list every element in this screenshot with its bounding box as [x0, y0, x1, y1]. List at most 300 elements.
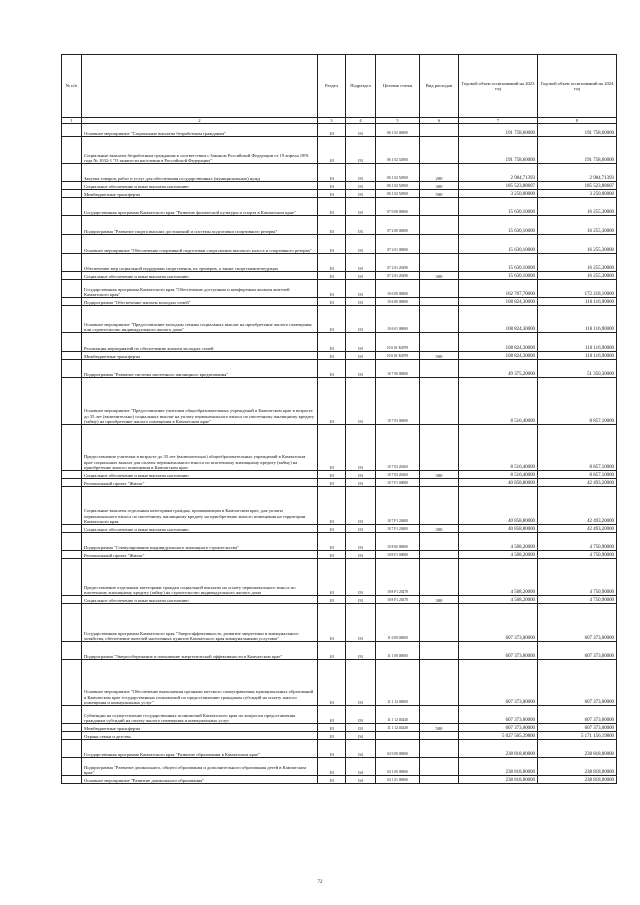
row-expense-type — [420, 533, 459, 551]
row-allocation-2024: 8 857,10000 — [538, 471, 617, 479]
row-allocation-2023: 3 250,00000 — [459, 190, 538, 198]
row-subsection: 03 — [346, 642, 376, 660]
row-number — [62, 254, 82, 272]
row-number — [62, 235, 82, 254]
row-allocation-2024: 16 255,30000 — [538, 235, 617, 254]
row-section: 10 — [318, 306, 346, 333]
table-row — [62, 525, 617, 533]
row-target-article: 11 1 12 40240 — [376, 724, 420, 732]
table-row — [62, 740, 617, 758]
row-name: Подпрограмма "Развитие системы ипотечного жилищного кредитования" — [82, 360, 318, 378]
row-number — [62, 642, 82, 660]
row-expense-type — [420, 732, 459, 740]
row-target-article: 10 7 03 20260 — [376, 471, 420, 479]
row-subsection: 03 — [346, 724, 376, 732]
row-allocation-2023: 4 568,20000 — [459, 559, 538, 596]
row-section: 10 — [318, 706, 346, 724]
row-name: Межбюджетные трансферты — [82, 352, 318, 360]
row-target-article: 02 0 00 00000 — [376, 740, 420, 758]
row-number — [62, 425, 82, 471]
row-section: 10 — [318, 190, 346, 198]
row-allocation-2024: 607 373,00000 — [538, 604, 617, 642]
table-row — [62, 425, 617, 471]
table-row — [62, 137, 617, 164]
row-name: Основное мероприятие "Предоставление молодым семьям социальных выплат на приобретение жилого помещения или строительство индивидуального жилого дома" — [82, 306, 318, 333]
row-number — [62, 551, 82, 559]
row-name: Социальное обеспечение и иные выплаты населению — [82, 272, 318, 280]
row-expense-type — [420, 333, 459, 352]
row-expense-type: 300 — [420, 471, 459, 479]
row-section: 10 — [318, 471, 346, 479]
table-row — [62, 533, 617, 551]
row-expense-type: 500 — [420, 724, 459, 732]
row-expense-type — [420, 660, 459, 706]
row-section: 10 — [318, 216, 346, 235]
row-target-article: 07 2 00 00000 — [376, 216, 420, 235]
row-subsection: 03 — [346, 360, 376, 378]
row-allocation-2023: 49 375,20000 — [459, 360, 538, 378]
row-subsection: 03 — [346, 706, 376, 724]
row-name: Региональный проект "Жилье" — [82, 551, 318, 559]
row-expense-type — [420, 604, 459, 642]
table-row — [62, 216, 617, 235]
row-name: Социальное обеспечение и иные выплаты населению — [82, 471, 318, 479]
row-expense-type: 500 — [420, 352, 459, 360]
row-subsection: 03 — [346, 272, 376, 280]
row-expense-type — [420, 360, 459, 378]
page-number: 72 — [317, 880, 323, 885]
row-name: Подпрограмма "Развитие спорта высших достижений и системы подготовки спортивного резерва" — [82, 216, 318, 235]
row-number — [62, 333, 82, 352]
row-allocation-2023: 4 568,20000 — [459, 533, 538, 551]
row-number — [62, 724, 82, 732]
row-allocation-2024: 51 350,30000 — [538, 360, 617, 378]
row-expense-type — [420, 758, 459, 776]
table-row — [62, 306, 617, 333]
header-number: № п/п — [62, 55, 82, 118]
row-subsection: 03 — [346, 471, 376, 479]
row-allocation-2024: 238 818,00000 — [538, 758, 617, 776]
row-subsection: 03 — [346, 525, 376, 533]
row-allocation-2024: 16 255,30000 — [538, 198, 617, 216]
row-allocation-2023: 607 373,00000 — [459, 642, 538, 660]
row-allocation-2024: 185 523,88607 — [538, 182, 617, 190]
row-target-article: 10 7 00 00000 — [376, 360, 420, 378]
row-target-article: 10 0 00 00000 — [376, 280, 420, 298]
row-expense-type — [420, 425, 459, 471]
row-allocation-2023: 185 523,88607 — [459, 182, 538, 190]
row-target-article: 06 1 02 52900 — [376, 164, 420, 182]
row-number — [62, 164, 82, 182]
row-section: 10 — [318, 235, 346, 254]
table-row — [62, 182, 617, 190]
row-allocation-2023: 607 373,00000 — [459, 724, 538, 732]
row-allocation-2024: 2 984,71393 — [538, 164, 617, 182]
row-section: 10 — [318, 333, 346, 352]
row-number — [62, 280, 82, 298]
row-name: Государственная программа Камчатского края "Развитие образования в Камчатском крае" — [82, 740, 318, 758]
row-name: Государственная программа Камчатского края "Энергоэффективность, развитие энергетики и коммунального хозяйства, обеспечение жителей населенных пунктов Камчатского края коммунальными услугами" — [82, 604, 318, 642]
row-allocation-2024: 3 250,00000 — [538, 190, 617, 198]
header-allocation-2023: Годовой объем ассигнований на 2023 год — [459, 55, 538, 118]
row-section: 10 — [318, 425, 346, 471]
row-number — [62, 732, 82, 740]
row-name: Основное мероприятие "Обеспечение спортивной подготовки спортсменов высокого класса и спортивного резерва" — [82, 235, 318, 254]
row-target-article: 06 1 02 52900 — [376, 182, 420, 190]
row-target-article: 11 1 00 00000 — [376, 642, 420, 660]
row-target-article: 10 7 03 20260 — [376, 425, 420, 471]
row-section: 10 — [318, 479, 346, 487]
column-index: 3 — [318, 118, 346, 124]
row-allocation-2024: 607 373,00000 — [538, 660, 617, 706]
row-target-article: 10 7 03 00000 — [376, 378, 420, 425]
row-target-article: 10 7 F1 20400 — [376, 487, 420, 525]
row-section: 10 — [318, 660, 346, 706]
row-allocation-2024: 42 493,20000 — [538, 487, 617, 525]
row-allocation-2023: 15 630,10000 — [459, 272, 538, 280]
row-subsection: 03 — [346, 235, 376, 254]
row-number — [62, 525, 82, 533]
table-row — [62, 776, 617, 784]
row-allocation-2023: 4 568,20000 — [459, 596, 538, 604]
row-subsection: 03 — [346, 425, 376, 471]
row-name: Подпрограмма "Стимулирование индивидуального жилищного строительства" — [82, 533, 318, 551]
row-allocation-2024: 607 373,00000 — [538, 724, 617, 732]
row-number — [62, 740, 82, 758]
row-allocation-2024: 172 218,10000 — [538, 280, 617, 298]
row-number — [62, 378, 82, 425]
row-target-article: 06 1 02 52900 — [376, 190, 420, 198]
row-target-article: 11 1 12 40240 — [376, 706, 420, 724]
table-header — [62, 55, 617, 118]
table-row — [62, 559, 617, 596]
row-section: 10 — [318, 604, 346, 642]
row-number — [62, 604, 82, 642]
row-allocation-2023: 2 984,71393 — [459, 164, 538, 182]
row-target-article: 07 2 01 20290 — [376, 272, 420, 280]
row-expense-type: 300 — [420, 272, 459, 280]
row-number — [62, 306, 82, 333]
row-name: Обеспечение мер социальной поддержки спортсменов, их тренеров, а также спортсменов-ведущих — [82, 254, 318, 272]
row-allocation-2023: 8 516,40000 — [459, 378, 538, 425]
table-row — [62, 487, 617, 525]
row-name: Социальное обеспечение и иные выплаты населению — [82, 182, 318, 190]
table-row — [62, 280, 617, 298]
table-row — [62, 642, 617, 660]
row-name: Государственная программа Камчатского края "Развитие физической культуры и спорта в Камчатском крае" — [82, 198, 318, 216]
row-section: 10 — [318, 182, 346, 190]
row-allocation-2024: 4 750,90000 — [538, 559, 617, 596]
row-section: 10 — [318, 198, 346, 216]
row-name: Подпрограмма "Обеспечение жильем молодых семей" — [82, 298, 318, 306]
row-target-article: 02 1 01 00000 — [376, 776, 420, 784]
row-allocation-2024: 16 255,30000 — [538, 254, 617, 272]
row-section: 10 — [318, 298, 346, 306]
row-expense-type — [420, 198, 459, 216]
column-index: 5 — [376, 118, 420, 124]
row-allocation-2024: 607 373,00000 — [538, 642, 617, 660]
row-allocation-2023: 40 858,80000 — [459, 525, 538, 533]
row-allocation-2023: 191 758,60000 — [459, 124, 538, 137]
table-row — [62, 254, 617, 272]
table-row — [62, 471, 617, 479]
table-row — [62, 378, 617, 425]
row-section: 10 — [318, 280, 346, 298]
row-allocation-2024: 116 116,90000 — [538, 306, 617, 333]
row-expense-type — [420, 642, 459, 660]
row-allocation-2023: 4 568,20000 — [459, 551, 538, 559]
row-target-article: 10 6 00 00000 — [376, 298, 420, 306]
row-subsection: 03 — [346, 559, 376, 596]
row-expense-type: 300 — [420, 182, 459, 190]
table-row — [62, 235, 617, 254]
row-allocation-2023: 15 630,10000 — [459, 216, 538, 235]
column-index: 8 — [538, 118, 617, 124]
row-number — [62, 706, 82, 724]
column-index: 6 — [420, 118, 459, 124]
table-row — [62, 732, 617, 740]
row-expense-type — [420, 706, 459, 724]
row-number — [62, 471, 82, 479]
table-row — [62, 198, 617, 216]
header-name — [82, 55, 318, 118]
table-row — [62, 706, 617, 724]
row-name: Подпрограмма "Энергосбережение и повышение энергетической эффективности в Камчатском крае" — [82, 642, 318, 660]
row-section: 10 — [318, 740, 346, 758]
row-expense-type — [420, 137, 459, 164]
row-number — [62, 198, 82, 216]
table-row — [62, 352, 617, 360]
row-section: 10 — [318, 533, 346, 551]
row-section: 10 — [318, 360, 346, 378]
row-number — [62, 352, 82, 360]
header-allocation-2024: Годовой объем ассигнований на 2024 год — [538, 55, 617, 118]
row-name: Закупка товаров, работ и услуг для обеспечения государственных (муниципальных) нужд — [82, 164, 318, 182]
row-number — [62, 216, 82, 235]
row-subsection: 04 — [346, 740, 376, 758]
row-allocation-2023: 8 516,40000 — [459, 425, 538, 471]
row-allocation-2023: 108 824,30000 — [459, 298, 538, 306]
table-row — [62, 660, 617, 706]
row-expense-type — [420, 306, 459, 333]
row-name: Субвенции на осуществление государственных полномочий Камчатского края по вопросам предоставления гражданам субсидий на оплату жилого помещения и коммунальных услуг — [82, 706, 318, 724]
row-number — [62, 533, 82, 551]
row-target-article: 10 6 01 00000 — [376, 306, 420, 333]
row-expense-type: 300 — [420, 596, 459, 604]
row-allocation-2023: 108 824,30000 — [459, 306, 538, 333]
row-section: 10 — [318, 758, 346, 776]
row-expense-type — [420, 280, 459, 298]
row-allocation-2023: 15 630,10000 — [459, 198, 538, 216]
table-row — [62, 596, 617, 604]
row-target-article: 10 6 01 R4970 — [376, 333, 420, 352]
row-allocation-2024: 607 373,00000 — [538, 706, 617, 724]
row-allocation-2023: 40 858,80000 — [459, 487, 538, 525]
row-target-article: 11 1 12 00000 — [376, 660, 420, 706]
row-name: Основное мероприятие "Обеспечение выполнения органами местного самоуправления муниципальных образований в Камчатском крае государственных полномочий по предоставлению гражданам субсидий на оплату жилого помещения и коммунальных услуг" — [82, 660, 318, 706]
header-section: Раздел — [318, 55, 346, 118]
row-subsection: 04 — [346, 732, 376, 740]
budget-table-page — [61, 54, 616, 784]
row-allocation-2024: 191 758,60000 — [538, 124, 617, 137]
row-target-article: 10 7 F1 20400 — [376, 525, 420, 533]
row-subsection: 03 — [346, 533, 376, 551]
row-target-article: 10 8 F1 20270 — [376, 596, 420, 604]
row-allocation-2023: 15 630,10000 — [459, 235, 538, 254]
budget-table — [61, 54, 617, 784]
row-section: 10 — [318, 487, 346, 525]
row-target-article: 07 2 01 00000 — [376, 235, 420, 254]
row-subsection: 03 — [346, 352, 376, 360]
row-subsection: 03 — [346, 333, 376, 352]
row-number — [62, 272, 82, 280]
row-subsection: 03 — [346, 306, 376, 333]
row-name: Социальное обеспечение и иные выплаты населению — [82, 525, 318, 533]
row-target-article: 02 1 00 00000 — [376, 758, 420, 776]
row-number — [62, 479, 82, 487]
row-section: 10 — [318, 164, 346, 182]
row-expense-type — [420, 254, 459, 272]
table-row — [62, 360, 617, 378]
row-subsection: 03 — [346, 604, 376, 642]
row-allocation-2024: 42 493,20000 — [538, 525, 617, 533]
column-index: 1 — [62, 118, 82, 124]
row-allocation-2024: 4 750,90000 — [538, 596, 617, 604]
table-row — [62, 604, 617, 642]
row-subsection: 03 — [346, 660, 376, 706]
row-expense-type — [420, 378, 459, 425]
row-section: 10 — [318, 378, 346, 425]
row-number — [62, 776, 82, 784]
table-row — [62, 479, 617, 487]
row-expense-type — [420, 124, 459, 137]
header-subsection: Подраздел — [346, 55, 376, 118]
row-subsection: 03 — [346, 182, 376, 190]
header-expense-type: Вид расходов — [420, 55, 459, 118]
row-target-article: 10 7 F1 00000 — [376, 479, 420, 487]
row-number — [62, 596, 82, 604]
row-name: Социальное обеспечение и иные выплаты населению — [82, 596, 318, 604]
row-target-article: 10 8 F1 20270 — [376, 559, 420, 596]
row-subsection: 03 — [346, 280, 376, 298]
row-section: 10 — [318, 596, 346, 604]
row-allocation-2024: 42 493,20000 — [538, 479, 617, 487]
row-allocation-2023: 238 818,00000 — [459, 776, 538, 784]
row-number — [62, 559, 82, 596]
table-row — [62, 272, 617, 280]
row-expense-type — [420, 487, 459, 525]
row-name: Региональный проект "Жилье" — [82, 479, 318, 487]
row-expense-type — [420, 298, 459, 306]
row-allocation-2024: 8 857,10000 — [538, 378, 617, 425]
row-section: 10 — [318, 551, 346, 559]
row-allocation-2023: 162 767,70000 — [459, 280, 538, 298]
row-allocation-2023: 40 858,80000 — [459, 479, 538, 487]
row-number — [62, 360, 82, 378]
row-section: 10 — [318, 776, 346, 784]
row-allocation-2024: 4 750,90000 — [538, 533, 617, 551]
row-expense-type — [420, 776, 459, 784]
row-allocation-2024: 16 255,30000 — [538, 272, 617, 280]
row-allocation-2024: 116 116,90000 — [538, 333, 617, 352]
row-allocation-2024: 4 750,90000 — [538, 551, 617, 559]
row-allocation-2023: 238 818,00000 — [459, 740, 538, 758]
column-index: 7 — [459, 118, 538, 124]
row-expense-type: 300 — [420, 525, 459, 533]
row-section: 10 — [318, 559, 346, 596]
row-number — [62, 487, 82, 525]
row-section: 10 — [318, 525, 346, 533]
row-allocation-2023: 238 818,00000 — [459, 758, 538, 776]
row-subsection: 03 — [346, 198, 376, 216]
table-row — [62, 190, 617, 198]
row-allocation-2024: 116 116,90000 — [538, 352, 617, 360]
row-expense-type — [420, 479, 459, 487]
table-row — [62, 164, 617, 182]
row-name: Охрана семьи и детства — [82, 732, 318, 740]
row-subsection: 03 — [346, 596, 376, 604]
row-allocation-2024: 238 818,00000 — [538, 776, 617, 784]
row-number — [62, 660, 82, 706]
row-name: Межбюджетные трансферты — [82, 724, 318, 732]
row-target-article: 07 2 01 20290 — [376, 254, 420, 272]
row-allocation-2023: 607 373,00000 — [459, 706, 538, 724]
row-subsection: 03 — [346, 190, 376, 198]
row-section: 10 — [318, 724, 346, 732]
row-section: 10 — [318, 352, 346, 360]
row-subsection: 03 — [346, 378, 376, 425]
table-row — [62, 333, 617, 352]
row-name: Социальные выплаты безработным гражданам в соответствии с Законом Российской Федерации от 19 апреля 1991 года № 1032-1 "О занятости населения в Российской Федерации" — [82, 137, 318, 164]
row-section: 10 — [318, 272, 346, 280]
row-name: Государственная программа Камчатского края "Обеспечение доступным и комфортным жильем жителей Камчатского края" — [82, 280, 318, 298]
row-allocation-2024: 8 857,10000 — [538, 425, 617, 471]
row-expense-type: 500 — [420, 190, 459, 198]
row-allocation-2023: 5 027 505,39800 — [459, 732, 538, 740]
table-row — [62, 758, 617, 776]
row-subsection: 03 — [346, 164, 376, 182]
row-subsection: 03 — [346, 298, 376, 306]
row-name: Предоставление учителям в возрасте до 35 лет (включительно) общеобразовательных учреждений в Камчатском крае социальных выплат для оплаты первоначального взноса по ипотечному жилищному кредиту (займу) на приобретение жилого помещения в Камчатском крае — [82, 425, 318, 471]
row-section: 10 — [318, 124, 346, 137]
row-target-article: 11 0 00 00000 — [376, 604, 420, 642]
row-allocation-2024: 116 116,90000 — [538, 298, 617, 306]
row-subsection: 03 — [346, 216, 376, 235]
row-target-article: 07 0 00 00000 — [376, 198, 420, 216]
row-subsection: 03 — [346, 479, 376, 487]
row-target-article: 10 8 00 00000 — [376, 533, 420, 551]
row-allocation-2024: 191 758,60000 — [538, 137, 617, 164]
row-section: 10 — [318, 254, 346, 272]
table-row — [62, 551, 617, 559]
row-name: Межбюджетные трансферты — [82, 190, 318, 198]
table-row — [62, 724, 617, 732]
row-expense-type — [420, 235, 459, 254]
row-number — [62, 182, 82, 190]
row-expense-type: 200 — [420, 164, 459, 182]
row-target-article: 10 6 01 R4970 — [376, 352, 420, 360]
row-name: Основное мероприятие "Предоставление учителям общеобразовательных учреждений в Камчатском крае в возрасте до 35 лет (включительно) социальных выплат на уплату первоначального взноса по ипотечному жилищному кредиту (займу) на приобретение жилого помещения в Камчатском крае" — [82, 378, 318, 425]
row-allocation-2023: 15 630,10000 — [459, 254, 538, 272]
row-number — [62, 190, 82, 198]
row-subsection: 03 — [346, 254, 376, 272]
row-allocation-2023: 108 824,30000 — [459, 333, 538, 352]
row-name: Социальные выплаты отдельным категориям граждан, проживающим в Камчатском крае, для уплаты первоначального взноса по ипотечному жилищному кредиту на приобретение жилого помещения на территории Камчатского края — [82, 487, 318, 525]
header-target-article: Целевая статья — [376, 55, 420, 118]
column-index: 4 — [346, 118, 376, 124]
row-subsection: 03 — [346, 124, 376, 137]
row-allocation-2024: 5 171 156,19800 — [538, 732, 617, 740]
